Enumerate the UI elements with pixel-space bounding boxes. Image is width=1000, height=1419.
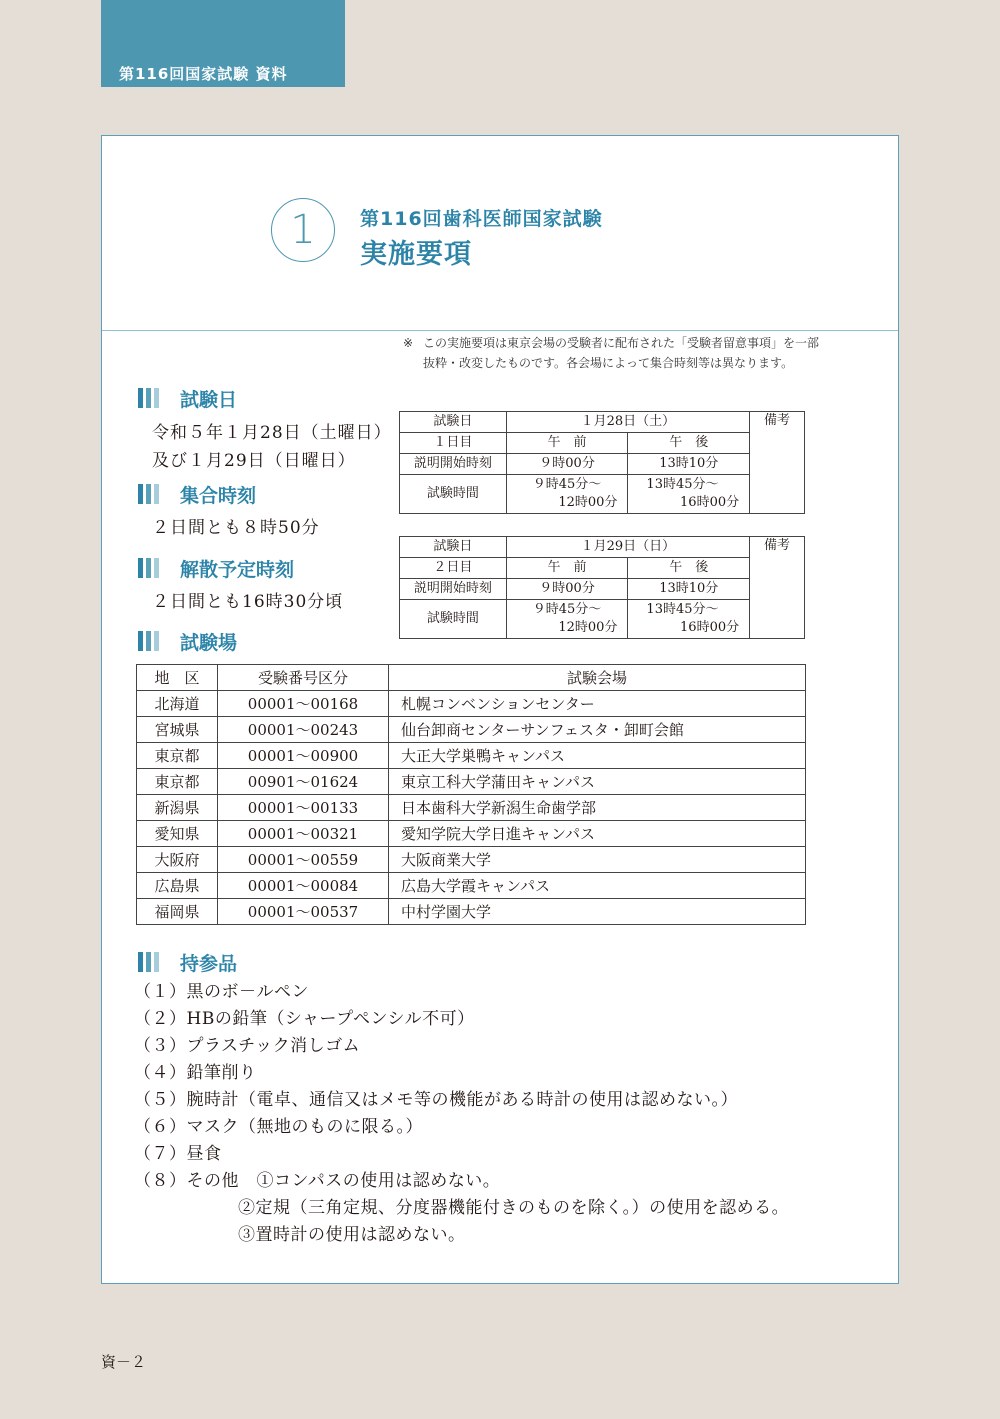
section-heading-assembly: 集合時刻 (138, 481, 256, 507)
venue-region: 福岡県 (137, 899, 218, 925)
schedule-pm-header: 午 後 (628, 558, 750, 579)
venue-site: 札幌コンベンションセンター (389, 691, 806, 717)
table-row (137, 717, 806, 743)
venue-number-range: 00001～00133 (218, 795, 389, 821)
schedule-remarks: 備考 (750, 537, 805, 639)
belongings-list (134, 979, 789, 1249)
exam-date-line1: 令和５年１月28日（土曜日） (152, 423, 392, 443)
list-item: ③置時計の使用は認めない。 (238, 1225, 466, 1245)
schedule-am-header: 午 前 (506, 558, 628, 579)
schedule-pm-header: 午 後 (628, 433, 750, 454)
schedule-exam-am: ９時45分～ 12時00分 (506, 600, 628, 639)
list-item: （８）その他 ①コンパスの使用は認めない。 (134, 1171, 501, 1191)
list-item: （４）鉛筆削り (134, 1063, 257, 1083)
list-item: （５）腕時計（電卓、通信又はメモ等の機能がある時計の使用は認めない。） (134, 1090, 738, 1110)
note-mark: ※ (403, 336, 414, 350)
schedule-briefing-label: 説明開始時刻 (400, 579, 507, 600)
heading-bars-icon (138, 952, 164, 972)
page-title-line2: 実施要項 (360, 239, 472, 270)
table-row (137, 899, 806, 925)
venue-number-range: 00001～00321 (218, 821, 389, 847)
venue-site: 仙台卸商センターサンフェスタ・卸町会館 (389, 717, 806, 743)
schedule-am-header: 午 前 (506, 433, 628, 454)
venue-header-site: 試験会場 (389, 665, 806, 691)
section-heading-belongings: 持参品 (138, 949, 237, 975)
venue-number-range: 00001～00243 (218, 717, 389, 743)
schedule-exam-pm: 13時45分～ 16時00分 (628, 475, 750, 514)
table-row (137, 743, 806, 769)
schedule-table-day2 (399, 536, 805, 639)
venue-region: 広島県 (137, 873, 218, 899)
schedule-date: １月29日（日） (506, 537, 749, 558)
venue-site: 大阪商業大学 (389, 847, 806, 873)
schedule-briefing-label: 説明開始時刻 (400, 454, 507, 475)
page-number: 資－２ (101, 1353, 147, 1371)
venue-number-range: 00001～00559 (218, 847, 389, 873)
table-row (137, 795, 806, 821)
venue-region: 愛知県 (137, 821, 218, 847)
venue-number-range: 00001～00084 (218, 873, 389, 899)
heading-bars-icon (138, 484, 164, 504)
heading-bars-icon (138, 631, 164, 651)
schedule-briefing-pm: 13時10分 (628, 454, 750, 475)
venue-header-row (137, 665, 806, 691)
list-item: ②定規（三角定規、分度器機能付きのものを除く。）の使用を認める。 (238, 1198, 790, 1218)
venue-region: 東京都 (137, 769, 218, 795)
venue-number-range: 00001～00900 (218, 743, 389, 769)
heading-bars-icon (138, 558, 164, 578)
section-heading-dismissal: 解散予定時刻 (138, 555, 294, 581)
schedule-briefing-am: ９時00分 (506, 579, 628, 600)
list-item: （６）マスク（無地のものに限る。） (134, 1117, 423, 1137)
assembly-time: ２日間とも８時50分 (152, 518, 320, 538)
schedule-label: 試験日 (400, 537, 507, 558)
schedule-exam-label: 試験時間 (400, 600, 507, 639)
content-card (101, 135, 899, 1284)
section-number-circle: 1 (271, 198, 335, 262)
schedule-exam-label: 試験時間 (400, 475, 507, 514)
page-title-line1: 第116回歯科医師国家試験 (360, 208, 603, 230)
schedule-remarks: 備考 (750, 412, 805, 514)
schedule-label: 試験日 (400, 412, 507, 433)
schedule-date: １月28日（土） (506, 412, 749, 433)
venue-region: 宮城県 (137, 717, 218, 743)
list-item: （７）昼食 (134, 1144, 222, 1164)
list-item: （３）プラスチック消しゴム (134, 1036, 361, 1056)
venue-region: 新潟県 (137, 795, 218, 821)
schedule-day-label: １日目 (400, 433, 507, 454)
venue-region: 東京都 (137, 743, 218, 769)
heading-bars-icon (138, 388, 164, 408)
section-heading-venue: 試験場 (138, 628, 237, 654)
header-tab: 第116回国家試験 資料 (101, 0, 345, 87)
venue-number-range: 00001～00537 (218, 899, 389, 925)
venue-site: 広島大学霞キャンパス (389, 873, 806, 899)
venue-header-region: 地 区 (137, 665, 218, 691)
header-divider (102, 330, 898, 331)
venue-site: 日本歯科大学新潟生命歯学部 (389, 795, 806, 821)
table-row (137, 847, 806, 873)
schedule-briefing-pm: 13時10分 (628, 579, 750, 600)
venue-site: 中村学園大学 (389, 899, 806, 925)
venue-table (136, 664, 806, 925)
venue-number-range: 00001～00168 (218, 691, 389, 717)
venue-region: 北海道 (137, 691, 218, 717)
schedule-table-day1 (399, 411, 805, 514)
note-line-1: この実施要項は東京会場の受験者に配布された「受験者留意事項」を一部 (423, 336, 820, 350)
list-item: （２）HBの鉛筆（シャープペンシル不可） (134, 1009, 475, 1029)
schedule-exam-pm: 13時45分～ 16時00分 (628, 600, 750, 639)
schedule-briefing-am: ９時00分 (506, 454, 628, 475)
list-item: （１）黒のボ－ルペン (134, 982, 309, 1002)
table-row (137, 769, 806, 795)
venue-site: 東京工科大学蒲田キャンパス (389, 769, 806, 795)
table-row (137, 821, 806, 847)
venue-header-number: 受験番号区分 (218, 665, 389, 691)
schedule-day-label: ２日目 (400, 558, 507, 579)
exam-date-line2: 及び１月29日（日曜日） (152, 451, 356, 471)
note (403, 333, 883, 373)
venue-site: 愛知学院大学日進キャンパス (389, 821, 806, 847)
note-line-2: 抜粋・改変したものです。各会場によって集合時刻等は異なります。 (423, 356, 794, 370)
section-heading-exam-date: 試験日 (138, 385, 237, 411)
venue-region: 大阪府 (137, 847, 218, 873)
schedule-exam-am: ９時45分～ 12時00分 (506, 475, 628, 514)
venue-number-range: 00901～01624 (218, 769, 389, 795)
table-row (137, 873, 806, 899)
table-row (137, 691, 806, 717)
venue-site: 大正大学巣鴨キャンパス (389, 743, 806, 769)
dismissal-time: ２日間とも16時30分頃 (152, 592, 344, 612)
